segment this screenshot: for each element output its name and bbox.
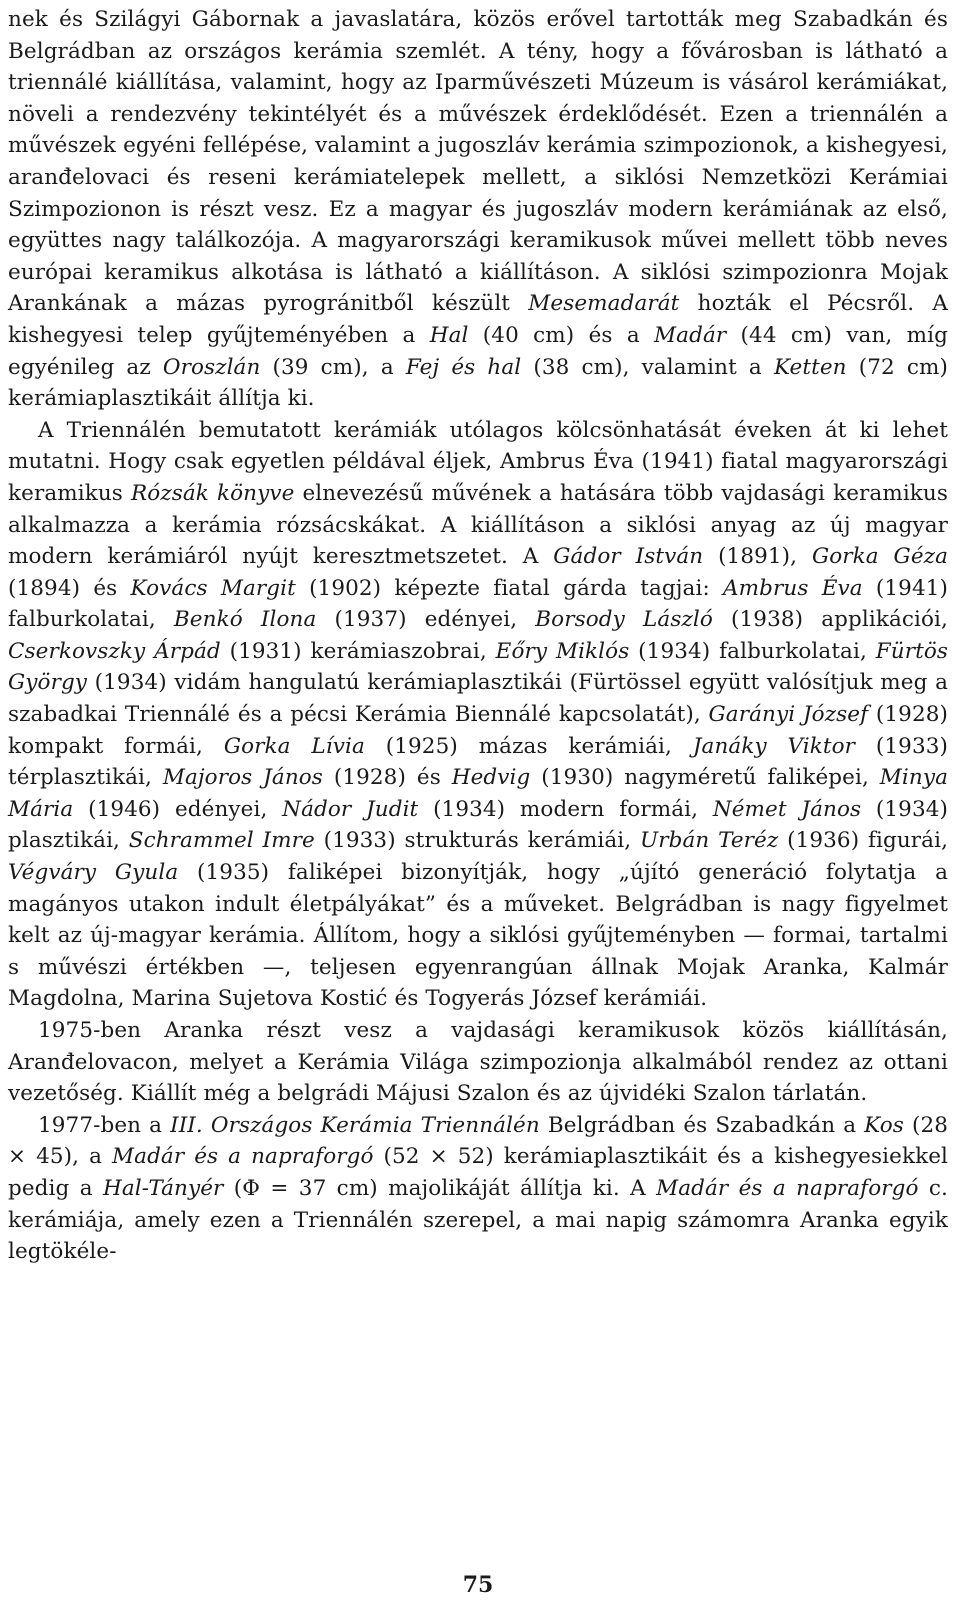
italic-title-text: Madár és a napraforgó (112, 1144, 374, 1170)
italic-title-text: Cserkovszky Árpád (8, 638, 221, 664)
text-segment: (1941) falburkolatai, (8, 575, 949, 633)
italic-title-text: Eőry Miklós (495, 638, 630, 664)
text-segment: (Φ = 37 cm) majolikáját állítja ki. A (223, 1175, 657, 1201)
text-segment: nek és Szilágyi Gábornak a javaslatára, közös erővel tartották meg Szabadkán és Belgrádban az országos kerámia szemlét. A tény, hogy a fővárosban is látható a triennálé kiállítása, valamint, hogy az Iparművészeti Múzeum is vásárol kerámiákat, növeli a rendezvény tekintélyét és a művészek érdeklődését. Ezen a triennálén a művészek egyéni fellépése, valamint a jugoszláv kerámia szimpozionok, a kishegyesi, aranđelovaci és reseni kerámiatelepek mellett, a siklósi Nemzetközi Kerámiai Szimpozionon is részt vesz. Ez a magyar és jugoszláv modern kerámiának az első, együttes nagy találkozója. A magyarországi keramikusok művei mellett több neves európai keramikus alkotása is látható a kiállításon. A siklósi szimpozionra Mojak Arankának a mázas pyrogránitből készült (8, 7, 948, 317)
italic-title-text: Gorka Lívia (223, 733, 365, 759)
text-segment: (1935) faliképei bizonyítják, hogy „újító generáció folytatja a magányos utakon indult életpályákat” és a műveket. Belgrádban is nagy figyelmet kelt az új-magyar kerámia. Állítom, hogy a siklósi gyűjteményben — formai, tartalmi s művészi értékben —, teljesen egyenrangúan állnak Mojak Aranka, Kalmár Magdolna, Marina Sujetova Kostić és Togyerás József kerámiái. (8, 860, 949, 1012)
text-segment: (1930) nagyméretű faliképei, (530, 765, 880, 791)
italic-title-text: Oroszlán (162, 354, 261, 380)
italic-title-text: Nádor Judit (282, 796, 419, 822)
text-segment: Belgrádban és Szabadkán a (539, 1112, 865, 1138)
italic-title-text: Benkó Ilona (173, 607, 317, 633)
italic-title-text: Kos (864, 1112, 904, 1138)
italic-title-text: Schrammel Imre (128, 828, 315, 854)
italic-title-text: Ketten (773, 354, 847, 380)
text-segment: (1946) edényei, (73, 796, 283, 822)
text-segment: (1928) kompakt formái, (8, 702, 948, 759)
italic-title-text: Hedvig (451, 765, 531, 791)
italic-title-text: Gorka Géza (811, 544, 948, 570)
italic-title-text: Ambrus Éva (723, 575, 863, 601)
paragraph (8, 4, 948, 415)
italic-title-text: Janáky Viktor (692, 733, 856, 759)
text-segment: c. kerámiája, amely ezen a Triennálén szerepel, a mai napig számomra Aranka egyik legtökéle- (8, 1175, 948, 1265)
paragraph (8, 1015, 948, 1110)
text-segment: (1937) edényei, (316, 607, 536, 633)
text-segment: (40 cm) és a (468, 322, 655, 348)
text-segment: (1933) strukturás kerámiái, (314, 828, 640, 854)
text-segment: (28 × 45), a (8, 1112, 949, 1170)
text-segment: (1928) és (322, 765, 452, 791)
text-segment: (1938) applikációi, (712, 607, 948, 633)
italic-title-text: Gádor István (553, 544, 704, 570)
italic-title-text: Német János (712, 796, 862, 822)
italic-title-text: III. Országos Kerámia Triennálén (170, 1112, 540, 1138)
italic-title-text: Mesemadarát (528, 291, 680, 317)
italic-title-text: Urbán Teréz (639, 828, 779, 854)
italic-title-text: Madár és a napraforgó (656, 1175, 919, 1201)
italic-title-text: Madár (654, 322, 727, 348)
text-segment: (1902) képezte fiatal gárda tagjai: (295, 575, 724, 601)
text-segment: (38 cm), valamint a (521, 354, 774, 380)
text-segment: (52 × 52) kerámiaplasztikáit és a kishegyesiekkel pedig a (8, 1144, 948, 1201)
text-segment: 1975-ben Aranka részt vesz a vajdasági keramikusok közös kiállításán, Aranđelovacon, melyet a Kerámia Világa szimpozionja alkalmából rendez az ottani vezetőség. Kiállít még a belgrádi Májusi Szalon és az újvidéki Szalon tárlatán. (8, 1018, 948, 1107)
text-segment: (39 cm), a (260, 354, 406, 380)
text-segment: 1977-ben a (38, 1112, 171, 1138)
italic-title-text: Fürtös György (8, 638, 948, 696)
italic-title-text: Kovács Margit (130, 575, 296, 601)
text-segment: (44 cm) van, míg egyénileg az (8, 322, 948, 380)
text-segment: (1934) modern formái, (418, 796, 713, 822)
italic-title-text: Fej és hal (405, 354, 522, 380)
page-number: 75 (462, 1572, 494, 1598)
text-segment: (1936) figurái, (778, 828, 948, 854)
text-segment: (1931) kerámiaszobrai, (220, 638, 496, 664)
paragraph (8, 1110, 948, 1268)
paragraph (8, 415, 948, 1015)
document-page (8, 4, 948, 1604)
text-segment: (1934) vidám hangulatú kerámiaplasztikái (Fürtössel együtt valósítjuk meg a szabadkai Triennálé és a pécsi Kerámia Biennálé kapcsolatát), (8, 670, 948, 728)
italic-title-text: Hal-Tányér (103, 1175, 224, 1201)
text-segment: A Triennálén bemutatott kerámiák utólagos kölcsönhatását éveken át ki lehet mutatni. Hogy csak egyetlen példával éljek, Ambrus Éva (1941) fiatal magyarországi keramikus (8, 417, 948, 506)
italic-title-text: Végváry Gyula (8, 860, 179, 886)
italic-title-text: Garányi József (708, 702, 869, 728)
italic-title-text: Borsody László (535, 607, 713, 633)
text-segment: (1891), (703, 544, 812, 570)
text-segment: (72 cm) kerámiaplasztikáit állítja ki. (8, 354, 948, 412)
italic-title-text: Hal (429, 322, 469, 348)
italic-title-text: Majoros János (162, 765, 323, 791)
text-segment: (1894) és (8, 575, 131, 601)
text-segment: (1925) mázas kerámiái, (364, 733, 693, 759)
text-segment: (1933) térplasztikái, (8, 733, 949, 791)
text-segment: (1934) plasztikái, (8, 796, 949, 854)
text-segment: elnevezésű művének a hatására több vajdasági keramikus alkalmazza a kerámia rózsácskákat. A kiállításon a siklósi anyag az új magyar modern kerámiáról nyújt keresztmetszetet. A (8, 480, 949, 570)
text-segment: hozták el Pécsről. A kishegyesi telep gyűjteményében a (8, 291, 948, 348)
text-segment: (1934) falburkolatai, (629, 638, 876, 664)
italic-title-text: Minya Mária (8, 765, 948, 822)
italic-title-text: Rózsák könyve (130, 480, 295, 506)
body-text (8, 4, 948, 1268)
